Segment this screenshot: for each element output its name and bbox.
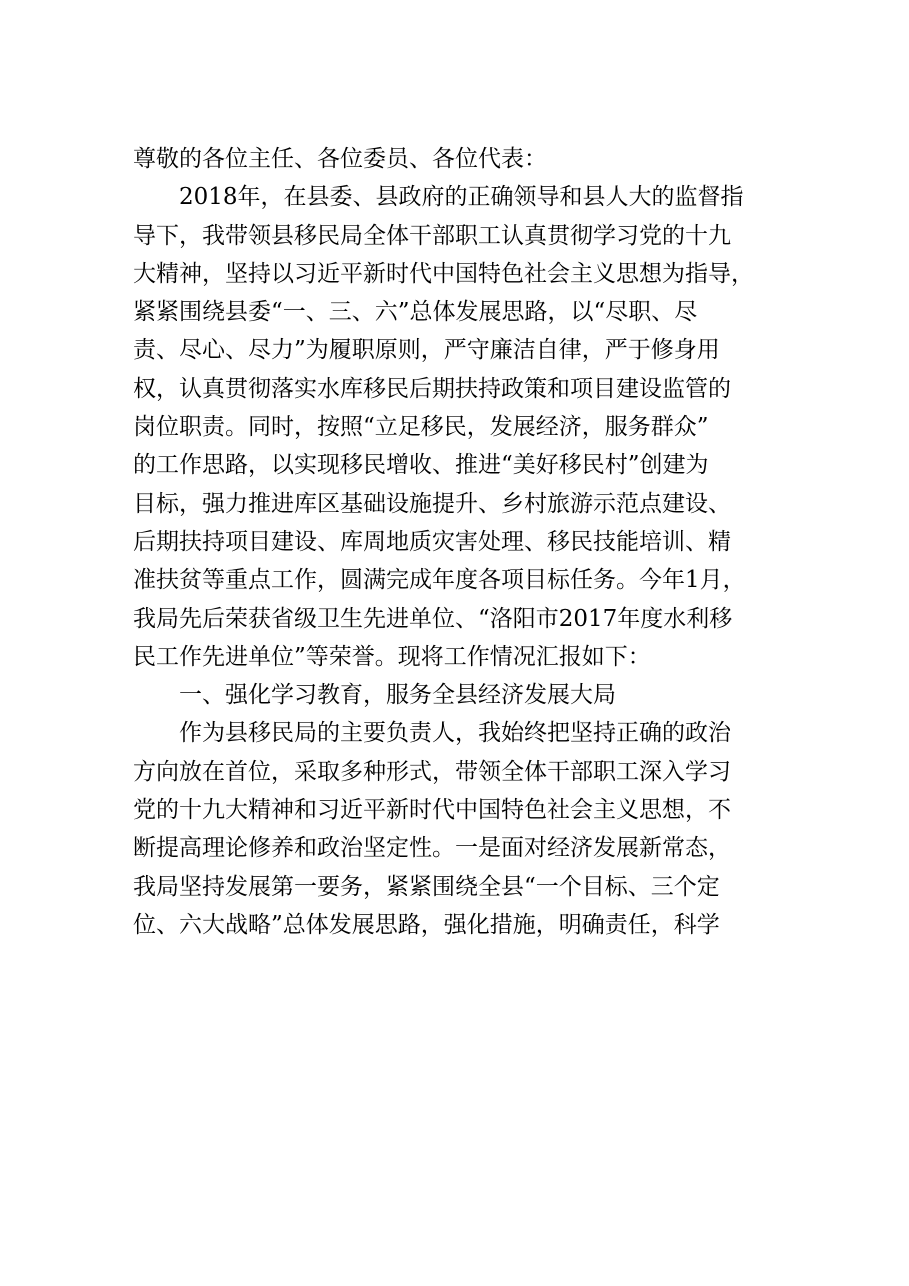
paragraph-line: 导下，我带领县移民局全体干部职工认真贯彻学习党的十九 — [133, 222, 731, 249]
paragraph-line: 位、六大战略”总体发展思路，强化措施，明确责任，科学 — [133, 911, 720, 938]
paragraph-line: 作为县移民局的主要负责人，我始终把坚持正确的政治 — [179, 720, 731, 747]
paragraph-line: 紧紧围绕县委“一、三、六”总体发展思路，以“尽职、尽 — [133, 299, 698, 326]
paragraph-line: 岗位职责。同时，按照“立足移民，发展经济，服务群众” — [133, 414, 709, 441]
paragraph-line: 我局坚持发展第一要务，紧紧围绕全县“一个目标、三个定 — [133, 873, 720, 900]
paragraph-line: 民工作先进单位”等荣誉。现将工作情况汇报如下： — [133, 643, 651, 670]
paragraph-line: 我局先后荣获省级卫生先进单位、“洛阳市2017年度水利移 — [133, 605, 733, 632]
section-heading: 一、强化学习教育，服务全县经济发展大局 — [179, 682, 616, 709]
paragraph-line: 的工作思路，以实现移民增收、推进“美好移民村”创建为 — [133, 452, 709, 479]
salutation: 尊敬的各位主任、各位委员、各位代表： — [133, 146, 547, 172]
paragraph-line: 后期扶持项目建设、库周地质灾害处理、移民技能培训、精 — [133, 528, 731, 555]
paragraph-line: 方向放在首位，采取多种形式，带领全体干部职工深入学习 — [133, 758, 731, 785]
paragraph-line: 大精神，坚持以习近平新时代中国特色社会主义思想为指导， — [133, 260, 754, 287]
paragraph-line: 党的十九大精神和习近平新时代中国特色社会主义思想，不 — [133, 797, 731, 824]
paragraph-line: 2018年，在县委、县政府的正确领导和县人大的监督指 — [179, 184, 744, 211]
paragraph-line: 责、尽心、尽力”为履职原则，严守廉洁自律，严于修身用 — [133, 337, 720, 364]
paragraph-line: 断提高理论修养和政治坚定性。一是面对经济发展新常态， — [133, 835, 731, 862]
paragraph-line: 目标，强力推进库区基础设施提升、乡村旅游示范点建设、 — [133, 490, 731, 517]
paragraph-line: 权，认真贯彻落实水库移民后期扶持政策和项目建设监管的 — [133, 375, 731, 402]
paragraph-line: 准扶贫等重点工作，圆满完成年度各项目标任务。今年1月， — [133, 567, 746, 594]
document-body — [133, 140, 783, 944]
